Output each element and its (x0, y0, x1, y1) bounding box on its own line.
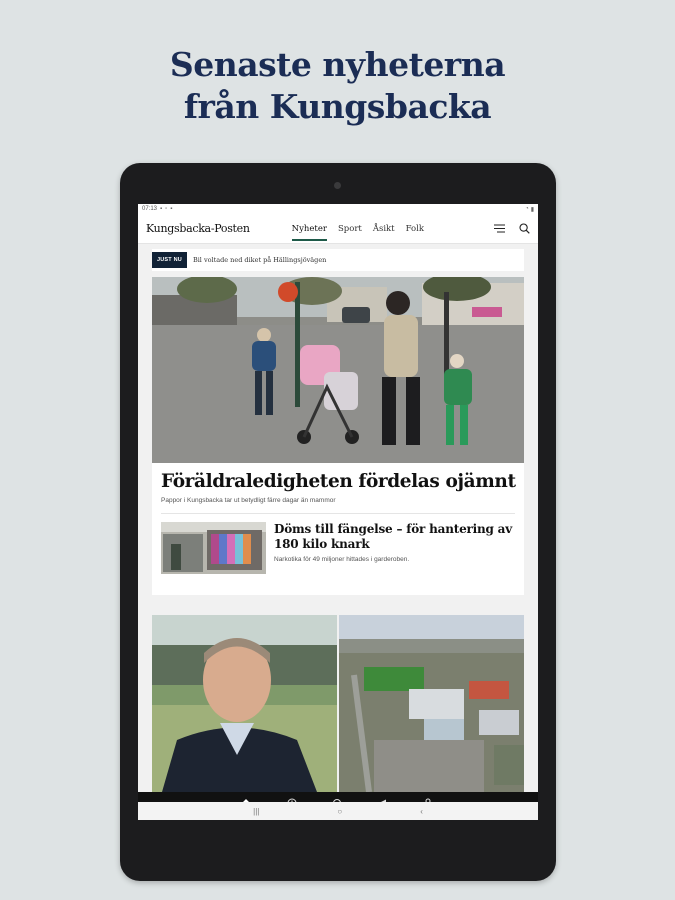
search-icon[interactable] (518, 223, 530, 235)
promo-headline (0, 44, 675, 128)
story-images-row (152, 615, 524, 792)
app-header (138, 214, 538, 244)
tab-sport[interactable]: Sport (337, 223, 362, 234)
app-logo[interactable]: Kungsbacka-Posten (146, 222, 250, 235)
nav-tipsa[interactable] (363, 792, 403, 802)
system-nav-bar (138, 802, 538, 820)
portrait-image[interactable] (152, 615, 337, 792)
aerial-image[interactable] (339, 615, 524, 792)
promo-headline-line1: Senaste nyheterna (169, 45, 506, 84)
just-nu-badge: JUST NU (152, 252, 187, 268)
status-bar (138, 204, 538, 214)
bottom-nav (138, 792, 538, 802)
wifi-icon: ◔ (525, 206, 529, 212)
back-button[interactable]: ‹ (420, 806, 423, 816)
nav-start[interactable] (226, 792, 266, 802)
battery-icon: ▮ (530, 206, 534, 213)
top-story-title[interactable]: Föräldraledigheten fördelas ojämnt (161, 471, 516, 492)
recents-button[interactable]: ||| (253, 806, 260, 816)
top-story-card[interactable] (152, 277, 524, 595)
breaking-news-text[interactable]: Bil voltade ned diket på Hällingsjövägen (192, 256, 327, 264)
story-title[interactable]: Döms till fängelse – för hantering av 180 kilo knark (274, 522, 513, 551)
divider (161, 513, 515, 514)
nav-mina-sidor[interactable] (408, 792, 448, 802)
promo-headline-line2: från Kungsbacka (183, 87, 492, 126)
tab-folk[interactable]: Folk (405, 223, 425, 234)
nav-poddar[interactable] (317, 792, 357, 802)
notification-icon: ▫ (165, 206, 168, 212)
notification-icon: ▪ (170, 206, 173, 212)
news-feed[interactable] (138, 244, 538, 792)
tab-nyheter[interactable]: Nyheter (292, 218, 327, 240)
menu-icon[interactable] (493, 223, 505, 235)
tab-asikt[interactable]: Åsikt (372, 223, 395, 234)
status-time: 07:13 (142, 206, 158, 212)
section-tabs (292, 218, 424, 240)
tablet-frame (120, 163, 556, 881)
breaking-news-bar[interactable] (152, 249, 524, 271)
story-thumbnail[interactable] (161, 522, 266, 574)
home-button[interactable]: ○ (337, 806, 343, 816)
story-row[interactable] (161, 522, 515, 574)
top-story-lede: Pappor i Kungsbacka tar ut betydligt färre dagar än mammor (161, 497, 336, 504)
story-lede: Narkotika för 49 miljoner hittades i garderoben. (274, 556, 410, 563)
app-screen (138, 204, 538, 802)
front-camera (334, 182, 341, 189)
hero-image[interactable] (152, 277, 524, 463)
notification-icon: ▪ (160, 206, 163, 212)
nav-senaste[interactable] (272, 792, 312, 802)
